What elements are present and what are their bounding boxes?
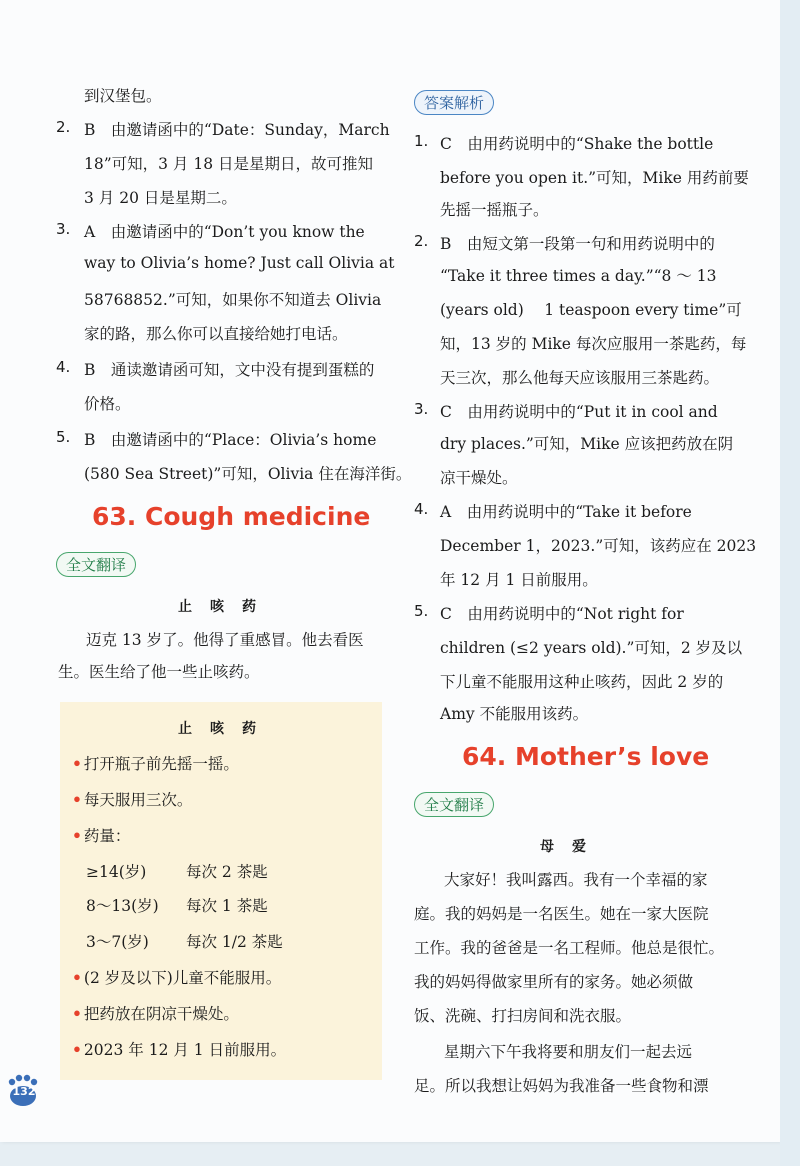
bullet-dot: • [72,826,82,845]
translation-tag-64: 全文翻译 [414,792,494,817]
right-item5-line2: children (≤2 years old).”可知，2 岁及以 [440,639,743,657]
passage-64-line1: 大家好！我叫露西。我有一个幸福的家 [444,871,708,889]
bullet-dot: • [72,1040,82,1059]
right-item4-line2: December 1，2023.”可知，该药应在 2023 [440,537,757,555]
dosage-amount-2: 每次 1 茶匙 [186,897,268,915]
bullet-dot: • [72,1004,82,1023]
medicine-bullet-2 [72,788,192,810]
right-item4-line1: A 由用药说明中的“Take it before [440,503,692,521]
left-item3-line3: 58768852.”可知，如果你不知道去 Olivia [84,291,382,309]
dosage-age-2: 8～13(岁) [86,897,159,915]
medicine-bullet-4 [72,966,281,988]
right-item4-line3: 年 12 月 1 日前服用。 [440,571,598,589]
left-item2-number: 2. [56,118,71,136]
dosage-age-3: 3～7(岁) [86,933,149,951]
left-item2-line1: B 由邀请函中的“Date：Sunday，March [84,121,390,139]
bullet-dot: • [72,790,82,809]
left-item2-line2: 18”可知，3 月 18 日是星期日，故可推知 [84,155,374,173]
section-title-63: 63. Cough medicine [92,502,371,531]
passage-64-line5: 饭、洗碗、打扫房间和洗衣服。 [414,1007,632,1025]
page-number: 132 [12,1085,36,1098]
right-item5-number: 5. [414,602,429,620]
left-item3-number: 3. [56,220,71,238]
right-item2-line1: B 由短文第一段第一句和用药说明中的 [440,235,715,253]
right-item5-line4: Amy 不能服用该药。 [440,705,589,723]
left-item2-line3: 3 月 20 日是星期二。 [84,189,237,207]
passage-heading-64: 母爱 [540,839,604,855]
passage-64-line2: 庭。我的妈妈是一名医生。她在一家大医院 [414,905,709,923]
right-item5-line3: 下儿童不能服用这种止咳药，因此 2 岁的 [440,673,724,691]
passage-heading-63: 止咳药 [178,599,274,615]
right-item2-line4: 知，13 岁的 Mike 每次应服用一茶匙药，每 [440,335,747,353]
left-item4-line1: B 通读邀请函可知，文中没有提到蛋糕的 [84,361,375,379]
right-item3-line3: 凉干燥处。 [440,469,518,487]
left-item3-line4: 家的路，那么你可以直接给她打电话。 [84,325,348,343]
left-item4-number: 4. [56,358,71,376]
medicine-bullet-1 [72,752,239,774]
medicine-bullet-2-text: 每天服用三次。 [83,791,193,809]
dosage-age-1: ≥14(岁) [86,863,147,881]
left-item5-number: 5. [56,428,71,446]
left-item1-line1: 到汉堡包。 [84,87,162,105]
right-item1-line1: C 由用药说明中的“Shake the bottle [440,135,714,153]
right-item2-line3: (years old) 1 teaspoon every time”可 [440,301,742,319]
right-item1-line3: 先摇一摇瓶子。 [440,201,549,219]
passage-64-line3: 工作。我的爸爸是一名工程师。他总是很忙。 [414,939,725,957]
bullet-dot: • [72,968,82,987]
right-item2-number: 2. [414,232,429,250]
right-item2-line2: “Take it three times a day.”“8 ～ 13 [440,267,717,285]
right-item2-line5: 天三次，那么他每天应该服用三茶匙药。 [440,369,720,387]
answer-analysis-tag: 答案解析 [414,90,494,115]
passage-64-line6: 星期六下午我将要和朋友们一起去远 [444,1043,693,1061]
medicine-label-heading: 止咳药 [178,721,274,737]
left-item5-line1: B 由邀请函中的“Place：Olivia’s home [84,431,377,449]
page-edge [780,0,800,1166]
left-item5-line2: (580 Sea Street)”可知，Olivia 住在海洋街。 [84,465,412,483]
right-item4-number: 4. [414,500,429,518]
right-item3-line1: C 由用药说明中的“Put it in cool and [440,403,718,421]
medicine-bullet-5-text: 把药放在阴凉干燥处。 [83,1005,239,1023]
bullet-dot: • [72,754,82,773]
dosage-amount-3: 每次 1/2 茶匙 [186,933,283,951]
left-item3-line1: A 由邀请函中的“Don’t you know the [84,223,365,241]
right-item1-line2: before you open it.”可知，Mike 用药前要 [440,169,749,187]
right-item3-line2: dry places.”可知，Mike 应该把药放在阴 [440,435,734,453]
passage-63-line2: 生。医生给了他一些止咳药。 [58,663,260,681]
medicine-bullet-6-text: 2023 年 12 月 1 日前服用。 [83,1041,287,1059]
passage-64-line4: 我的妈妈得做家里所有的家务。她必须做 [414,973,694,991]
passage-63-line1: 迈克 13 岁了。他得了重感冒。他去看医 [86,631,364,649]
left-item4-line2: 价格。 [84,395,131,413]
medicine-bullet-6 [72,1038,286,1060]
right-item3-number: 3. [414,400,429,418]
right-item5-line1: C 由用药说明中的“Not right for [440,605,684,623]
passage-64-line7: 足。所以我想让妈妈为我准备一些食物和漂 [414,1077,709,1095]
medicine-bullet-1-text: 打开瓶子前先摇一摇。 [83,755,239,773]
section-title-64: 64. Mother’s love [462,742,710,771]
dosage-amount-1: 每次 2 茶匙 [186,863,268,881]
left-item3-line2: way to Olivia’s home? Just call Olivia at [84,254,395,272]
right-item1-number: 1. [414,132,429,150]
medicine-bullet-5 [72,1002,239,1024]
medicine-bullet-3 [72,824,130,846]
medicine-bullet-4-text: (2 岁及以下)儿童不能服用。 [83,969,282,987]
translation-tag-63: 全文翻译 [56,552,136,577]
medicine-bullet-3-text: 药量： [83,827,131,845]
